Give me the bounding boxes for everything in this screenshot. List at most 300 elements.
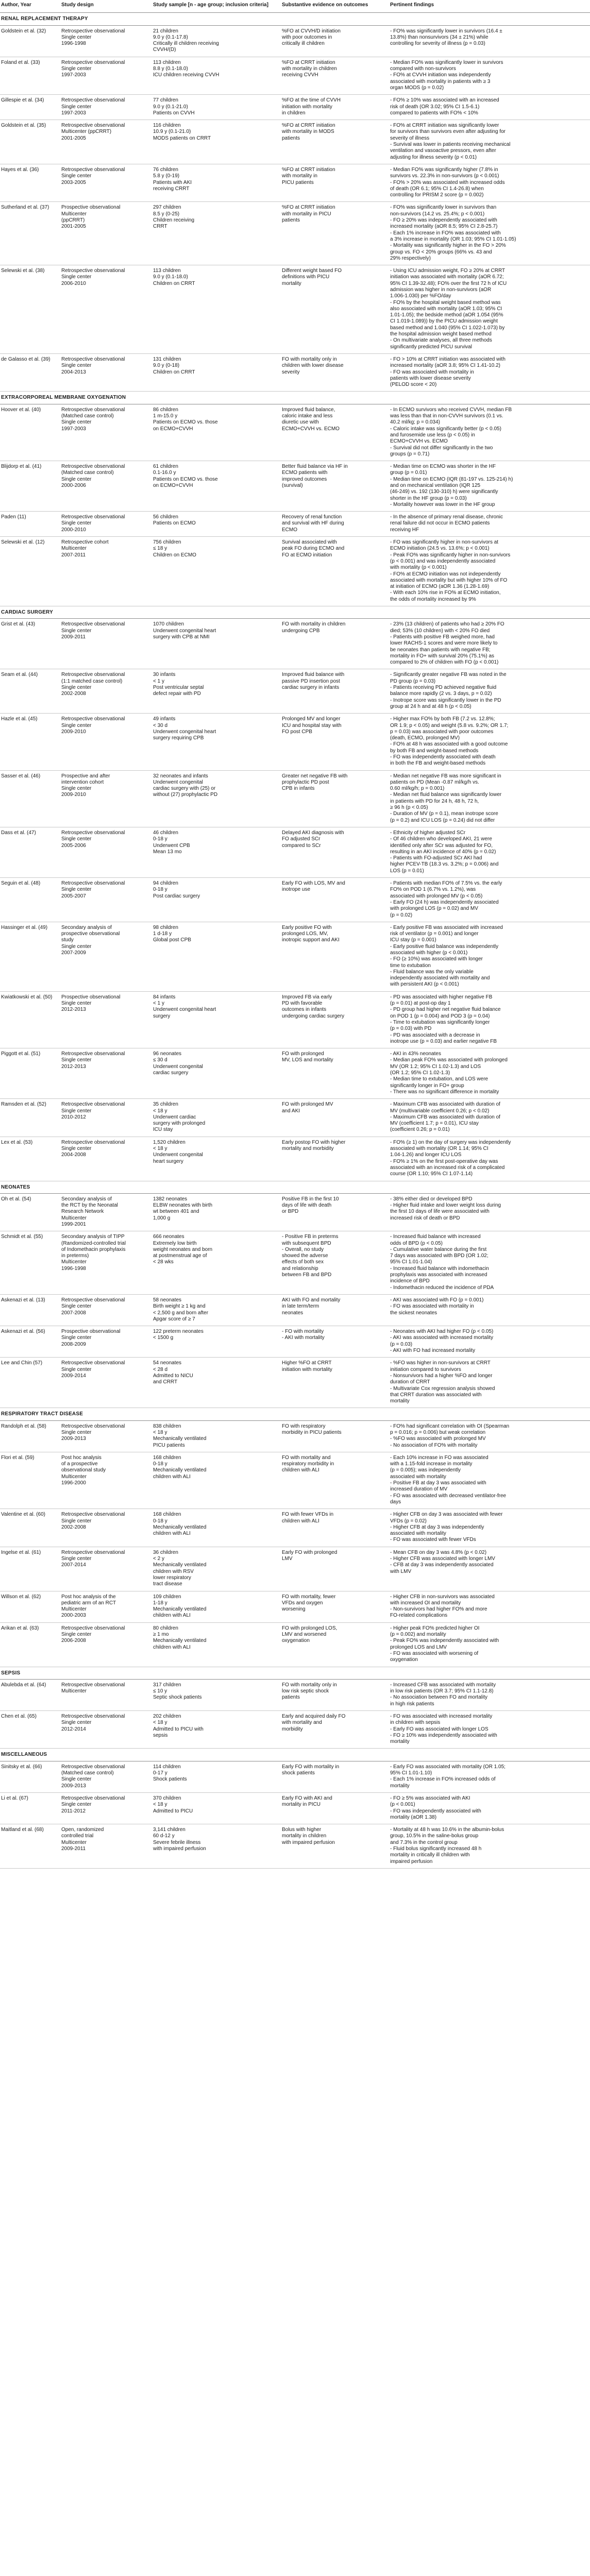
evidence-line: shock patients <box>282 1770 315 1776</box>
sample-line: ≥ 1 mo <box>153 1632 169 1638</box>
table-row <box>0 1137 590 1181</box>
sample-line: Septic shock patients <box>153 1694 202 1701</box>
design-line: Single center <box>61 1720 92 1726</box>
design-cell <box>60 353 152 391</box>
findings-line: initiation compared to survivors <box>390 1366 461 1372</box>
design-line: 2012-2013 <box>61 1063 86 1070</box>
findings-line: lower RACHS-1 scores and were more likely to <box>390 640 498 647</box>
findings-line: - FO was independently associated with death <box>390 754 496 760</box>
table-row <box>0 1294 590 1326</box>
findings-line: - AKI was associated with increased mortality <box>390 1335 494 1341</box>
design-line: 2009-2011 <box>61 634 86 640</box>
sample-line: 0-18 y <box>153 1461 167 1467</box>
author-line: de Galasso et al. (39) <box>1 356 50 362</box>
findings-line: (p = 0.03) with PD <box>390 1026 432 1032</box>
evidence-line: Higher %FO at CRRT <box>282 1360 332 1366</box>
sample-cell <box>152 1048 281 1099</box>
findings-line: (OR 1.2; 95% CI 1.02-1.3) <box>390 1070 450 1076</box>
findings-line: - There was no significant difference in mortality <box>390 1089 499 1095</box>
findings-line: ≥ 96 h (p < 0.05) <box>390 805 428 811</box>
findings-cell <box>389 1420 590 1452</box>
author-line: Flori et al. (59) <box>1 1454 35 1461</box>
design-line: Retrospective observational <box>61 1682 125 1688</box>
table-row <box>0 120 590 164</box>
sample-line: 21 children <box>153 28 178 34</box>
sample-line: 370 children <box>153 1795 181 1801</box>
design-cell <box>60 1710 152 1748</box>
evidence-cell <box>281 120 389 164</box>
findings-line: - Time to extubation was significantly longer <box>390 1019 490 1025</box>
author-cell <box>0 1099 60 1137</box>
evidence-cell <box>281 1099 389 1137</box>
findings-cell <box>389 1622 590 1667</box>
sample-line: < 2 y <box>153 1556 164 1562</box>
sample-line: < 28 wks <box>153 1259 174 1265</box>
findings-line: significantly predicted PICU survival <box>390 344 472 350</box>
table-row <box>0 770 590 827</box>
findings-line: for survivors than survivors even after adjusting for <box>390 129 505 135</box>
design-line: Single center <box>61 1146 92 1152</box>
design-line: Retrospective observational <box>61 1360 125 1366</box>
section-title: EXTRACORPOREAL MEMBRANE OXYGENATION <box>0 392 590 404</box>
findings-line: - In the absence of primary renal disease, chronic <box>390 514 503 520</box>
findings-cell <box>389 1591 590 1622</box>
sample-line: Underwent congenital heart <box>153 728 216 735</box>
author-line: Lee and Chin (57) <box>1 1360 43 1366</box>
sample-line: receiving CRRT <box>153 185 190 192</box>
findings-cell <box>389 1509 590 1547</box>
evidence-line: Bolus with higher <box>282 1827 322 1833</box>
author-cell <box>0 1048 60 1099</box>
design-line: 1997-2003 <box>61 72 86 78</box>
findings-line: 95% CI 1.01-1.10) <box>390 1770 432 1776</box>
findings-line: - FO (≥ 10%) was associated with longer <box>390 956 483 962</box>
design-line: Retrospective observational <box>61 1051 125 1057</box>
sample-line: 9.0 y (0-18) <box>153 363 180 369</box>
findings-line: - Nonsurvivors had a higher %FO and longer <box>390 1372 493 1379</box>
sample-line: 5.8 y (0-19) <box>153 173 180 179</box>
author-line: Hoover et al. (40) <box>1 406 41 413</box>
sample-line: Extremely low birth <box>153 1240 197 1246</box>
evidence-cell <box>281 1294 389 1326</box>
evidence-line: caloric intake and less <box>282 413 333 419</box>
author-line: Kwiatkowski et al. (50) <box>1 994 53 1000</box>
author-line: Chen et al. (65) <box>1 1713 37 1719</box>
design-line: Open, randomized <box>61 1827 104 1833</box>
findings-line: - FO% at ECMO initiation was not independently <box>390 571 501 577</box>
author-line: Sutherland et al. (37) <box>1 205 49 211</box>
findings-line: 95% CI 1.39-32.48); FO% over the first 72 h of ICU <box>390 280 507 286</box>
sample-line: < 18 y <box>153 1430 167 1435</box>
sample-line: 666 neonates <box>153 1234 184 1240</box>
evidence-line: FO with respiratory <box>282 1423 326 1429</box>
sample-line: Mechanically ventilated <box>153 1606 207 1613</box>
evidence-line: outcomes in infants <box>282 1007 327 1013</box>
findings-line: mortality in FO+ with survival 20% (75.1%) as <box>390 653 495 659</box>
evidence-line: compared to SCr <box>282 842 321 849</box>
author-cell <box>0 353 60 391</box>
design-line: Single center <box>61 1108 92 1114</box>
findings-line: at initiation of ECMO (aOR 1.36 (1.28-1.69) <box>390 584 490 590</box>
sample-cell <box>152 1326 281 1358</box>
design-line: observational study <box>61 1467 106 1473</box>
design-line: 1997-2003 <box>61 426 86 432</box>
findings-line: balance more rapidly (2 vs. 3 days, p = 0.02) <box>390 691 492 697</box>
sample-line: Underwent congenital heart <box>153 1007 216 1013</box>
findings-line: in children with sepsis <box>390 1720 441 1726</box>
findings-line: - Increased fluid balance with indomethacin <box>390 1265 489 1272</box>
findings-line: - FO% was significantly lower in survivors (16.4 ± <box>390 28 502 34</box>
findings-line: and 7.3% in the control group <box>390 1839 458 1845</box>
findings-line: - Mortality was significantly higher in the FO > 20% <box>390 243 506 249</box>
design-line: Single center <box>61 1366 92 1372</box>
evidence-line: AKI with FO and mortality <box>282 1297 341 1303</box>
findings-line: - Duration of MV (p = 0.1), mean inotrope score <box>390 811 498 817</box>
findings-line: 40.2 ml/kg; p = 0.034) <box>390 419 441 426</box>
design-cell <box>60 1137 152 1181</box>
findings-line: mortality <box>390 1739 410 1745</box>
design-line: Single center <box>61 104 92 110</box>
findings-line: - Higher CFB on day 3 was associated with fewer <box>390 1512 503 1518</box>
design-line: 2000-2003 <box>61 1613 86 1619</box>
findings-line: severity of illness <box>390 135 430 141</box>
evidence-line: with mortality and <box>282 1720 322 1726</box>
author-cell <box>0 1622 60 1667</box>
design-line: Single center <box>61 419 92 426</box>
findings-line: course (OR 1.10; 95% CI 1.07-1.14) <box>390 1171 473 1177</box>
sample-line: 30 infants <box>153 672 176 678</box>
design-cell <box>60 57 152 94</box>
design-line: Single center <box>61 836 92 842</box>
findings-line: - 38% either died or developed BPD <box>390 1196 473 1202</box>
design-line: Single center <box>61 274 92 280</box>
findings-cell <box>389 1710 590 1748</box>
evidence-cell <box>281 1761 389 1792</box>
sample-line: 77 children <box>153 97 178 104</box>
evidence-cell <box>281 202 389 265</box>
findings-line: OR 1.9; p < 0.05) and weight (5.8 vs. 9.2%; OR 1.7; <box>390 722 509 728</box>
design-line: 2004-2013 <box>61 369 86 375</box>
findings-line: - FO was associated with mortality in <box>390 369 474 375</box>
evidence-line: Early FO with LOS, MV and <box>282 880 345 887</box>
evidence-line: Prolonged MV and longer <box>282 716 341 722</box>
author-cell <box>0 537 60 606</box>
design-line: Post hoc analysis of the <box>61 1594 116 1600</box>
sample-line: Admitted to PICU <box>153 1808 193 1814</box>
author-cell <box>0 827 60 877</box>
findings-line: - Patients with median FO% of 7.5% vs. the early <box>390 880 502 887</box>
design-line: 2009-2010 <box>61 792 86 798</box>
findings-cell <box>389 619 590 669</box>
design-line: Secondary analysis of TIPP <box>61 1234 125 1240</box>
evidence-cell <box>281 1137 389 1181</box>
author-line: Goldstein et al. (35) <box>1 123 46 129</box>
findings-line: group, 10.5% in the saline-bolus group <box>390 1833 479 1839</box>
table-row <box>0 57 590 94</box>
evidence-cell <box>281 164 389 201</box>
findings-line: associated with mortality <box>390 1473 446 1480</box>
design-line: Multicenter <box>61 1606 87 1613</box>
findings-line: - Higher max FO% by both FB (7.2 vs. 12.8%; <box>390 716 495 722</box>
evidence-line: Early postop FO with higher <box>282 1139 346 1145</box>
evidence-line: morbidity in PICU patients <box>282 1430 342 1435</box>
findings-line: - Median time on ECMO was shorter in the HF <box>390 464 496 470</box>
findings-line: - Survival was lower in patients receiving mechanical <box>390 142 511 148</box>
evidence-cell <box>281 878 389 922</box>
table-row <box>0 1547 590 1591</box>
sample-cell <box>152 669 281 714</box>
findings-line: (p < 0.001) <box>390 1802 415 1808</box>
author-cell <box>0 669 60 714</box>
section-title: MISCELLANEOUS <box>0 1749 590 1761</box>
findings-line: group (p = 0.01) <box>390 470 427 476</box>
sample-line: children with ALI <box>153 1613 191 1619</box>
findings-line: - FO% ≥ 10% was associated with an increased <box>390 97 499 104</box>
findings-line: ECMO initiation (24.5 vs. 13.6%; p < 0.001) <box>390 546 490 552</box>
findings-line: survivors vs. 22.3% in non-survivors (p < 0.001) <box>390 173 499 179</box>
evidence-cell <box>281 922 389 991</box>
evidence-cell <box>281 404 389 461</box>
evidence-line: (survival) <box>282 483 303 488</box>
table-row <box>0 1231 590 1295</box>
sample-line: 168 children <box>153 1454 181 1461</box>
findings-line: - Early FO (24 h) was independently associated <box>390 899 499 905</box>
findings-line: compared to 2% of children with FO (p < 0.001) <box>390 659 499 666</box>
design-line: 2007-2008 <box>61 1310 86 1316</box>
sample-line: Admitted to PICU with <box>153 1726 204 1732</box>
author-line: Hayes et al. (36) <box>1 166 39 173</box>
findings-line: time to extubation <box>390 962 431 969</box>
evidence-line: %FO at CRRT initiation <box>282 166 335 173</box>
sample-line: < 18 y <box>153 1146 167 1152</box>
design-line: Prospective observational <box>61 1329 121 1335</box>
sample-line: defect repair with PD <box>153 691 201 697</box>
evidence-line: initiation with mortality <box>282 104 332 110</box>
design-line: Multicenter <box>61 546 87 552</box>
design-line: Retrospective observational <box>61 1423 125 1429</box>
sample-line: 80 children <box>153 1625 178 1631</box>
author-line: Gillespie et al. (34) <box>1 97 44 104</box>
sample-line: < 18 y <box>153 1108 167 1114</box>
author-cell <box>0 991 60 1048</box>
findings-line: in high risk patients <box>390 1701 434 1707</box>
findings-line: - Higher peak FO% predicted higher OI <box>390 1625 480 1631</box>
design-line: Retrospective observational <box>61 880 125 887</box>
design-cell <box>60 1231 152 1295</box>
evidence-line: undergoing CPB <box>282 628 320 634</box>
findings-line: PD group (p = 0.03) <box>390 678 436 684</box>
sample-line: 109 children <box>153 1594 181 1600</box>
sample-line: Mean 13 mo <box>153 849 182 855</box>
section-header-row <box>0 13 590 25</box>
design-line: Single center <box>61 1057 92 1063</box>
findings-line: controlling for severity of illness (p = 0.03) <box>390 41 485 47</box>
design-line: of a prospective <box>61 1461 98 1467</box>
author-cell <box>0 1679 60 1710</box>
author-cell <box>0 25 60 57</box>
findings-line: - Multivariate Cox regression analysis showed <box>390 1385 495 1392</box>
sample-line: 756 children <box>153 539 181 546</box>
design-cell <box>60 1792 152 1824</box>
sample-line: < 1500 g <box>153 1335 174 1341</box>
header-author: Author, Year <box>0 0 60 13</box>
findings-line: - AKI was associated with FO (p = 0.001) <box>390 1297 484 1303</box>
findings-cell <box>389 537 590 606</box>
sample-cell <box>152 1452 281 1509</box>
findings-line: - Patients with positive FB weighed more, had <box>390 634 495 640</box>
design-line: 2009-2014 <box>61 1372 86 1379</box>
findings-line: (p = 0.005); was independently <box>390 1467 461 1473</box>
evidence-line: prophylactic PD post <box>282 779 329 785</box>
design-line: Single center <box>61 476 92 482</box>
sample-line: 131 children <box>153 356 181 362</box>
evidence-line: ICU and hospital stay with <box>282 722 342 728</box>
sample-cell <box>152 827 281 877</box>
findings-line: - FO% at 48 h was associated with a good outcome <box>390 741 508 748</box>
evidence-cell <box>281 827 389 877</box>
sample-cell <box>152 991 281 1048</box>
sample-line: CVVH/(D) <box>153 47 176 53</box>
findings-line: 7 days was associated with BPD (OR 1.02; <box>390 1253 488 1259</box>
evidence-line: initiation with mortality <box>282 1366 332 1372</box>
sample-line: surgery <box>153 1013 171 1019</box>
sample-cell <box>152 1099 281 1137</box>
findings-line: increased mortality (aOR 3.8; 95% CI 1.41-10.2) <box>390 363 500 369</box>
sample-line: Patients with AKI <box>153 179 192 185</box>
sample-line: 838 children <box>153 1423 181 1429</box>
sample-line: ELBW neonates with birth <box>153 1202 213 1209</box>
author-line: Hassinger et al. (49) <box>1 924 48 930</box>
findings-line: prophylaxis was associated with increased <box>390 1272 487 1278</box>
evidence-cell <box>281 1591 389 1622</box>
design-line: controlled trial <box>61 1833 94 1839</box>
evidence-line: Delayed AKI diagnosis with <box>282 829 344 836</box>
table-row <box>0 25 590 57</box>
findings-line: (PELOD score < 20) <box>390 382 437 388</box>
findings-line: - FO% at CRRT initiation was significantly lower <box>390 123 499 129</box>
evidence-line: FO with prolonged MV <box>282 1101 333 1108</box>
author-line: Valentine et al. (60) <box>1 1512 45 1518</box>
sample-cell <box>152 57 281 94</box>
evidence-line: prolonged LOS, MV, <box>282 931 328 937</box>
sample-line: PICU patients <box>153 1442 185 1448</box>
sample-cell <box>152 1679 281 1710</box>
sample-line: 113 children <box>153 268 181 274</box>
table-row <box>0 202 590 265</box>
author-line: Lex et al. (53) <box>1 1139 33 1145</box>
findings-line: 1.04-1.26) and longer ICU LOS <box>390 1152 462 1158</box>
design-line: 1996-2000 <box>61 1480 86 1486</box>
table-body <box>0 13 590 1869</box>
sample-line: 32 neonates and infants <box>153 773 208 779</box>
design-cell <box>60 1679 152 1710</box>
findings-line: - Higher CFB at day 3 was independently <box>390 1524 484 1530</box>
sample-line: CRRT <box>153 224 167 230</box>
evidence-line: with subsequent BPD <box>282 1240 331 1246</box>
evidence-line: Early positive FO with <box>282 924 332 930</box>
findings-line: increased risk of death or BPD <box>390 1215 460 1221</box>
evidence-cell <box>281 669 389 714</box>
findings-line: - Patients receiving PD achieved negative fluid <box>390 685 497 691</box>
sample-line: < 1 y <box>153 678 164 684</box>
evidence-line: PD with favorable <box>282 1001 323 1007</box>
sample-cell <box>152 265 281 354</box>
findings-line: compared to patients with FO% < 10% <box>390 110 478 116</box>
findings-line: - Fluid bolus significantly increased 48 h <box>390 1846 482 1852</box>
author-line: Schmidt et al. (55) <box>1 1234 43 1240</box>
evidence-line: FO with mortality in children <box>282 621 346 628</box>
sample-line: Severe febrile illness <box>153 1839 201 1845</box>
evidence-line: Early FO with AKI and <box>282 1795 332 1801</box>
findings-line: that CRRT duration was associated with <box>390 1392 482 1398</box>
design-line: Single center <box>61 786 92 792</box>
evidence-cell <box>281 1193 389 1231</box>
findings-line: - FO% ≥ 1% on the first post-operative day was <box>390 1158 498 1164</box>
evidence-line: FO at ECMO initiation <box>282 552 332 558</box>
evidence-line: or BPD <box>282 1209 299 1215</box>
sample-cell <box>152 922 281 991</box>
author-cell <box>0 1792 60 1824</box>
evidence-line: days of life with death <box>282 1202 332 1209</box>
sample-line: Mechanically ventilated <box>153 1562 207 1568</box>
evidence-line: worsening <box>282 1606 306 1613</box>
sample-line: 60 d-12 y <box>153 1833 175 1839</box>
design-line: Retrospective observational <box>61 716 125 722</box>
findings-line: increased mortality (aOR 8.5; 95% CI 2.8-25.7) <box>390 224 498 230</box>
findings-line: - AKI in 43% neonates <box>390 1051 441 1057</box>
sample-line: Patients on ECMO vs. those <box>153 476 218 482</box>
design-cell <box>60 827 152 877</box>
findings-line: the hospital admission weight based method <box>390 331 492 337</box>
sample-line: 116 children <box>153 123 181 129</box>
findings-line: incidence of BPD <box>390 1278 430 1284</box>
findings-line: - FO ≥ 20% was independently associated with <box>390 217 497 224</box>
design-line: (ppCRRT) <box>61 217 85 224</box>
findings-line: - Survival did not differ significantly in the two <box>390 445 493 451</box>
design-line: 2001-2005 <box>61 135 86 141</box>
sample-cell <box>152 1547 281 1591</box>
sample-line: Mechanically ventilated <box>153 1467 207 1473</box>
design-line: 1996-1998 <box>61 1265 86 1272</box>
table-row <box>0 1710 590 1748</box>
findings-cell <box>389 922 590 991</box>
evidence-cell <box>281 95 389 120</box>
findings-line: 1.006-1.030) per %FO/day <box>390 293 451 299</box>
findings-line: group vs. FO < 20% groups (66% vs. 43 and <box>390 249 492 255</box>
design-line: Single center <box>61 66 92 72</box>
design-cell <box>60 1193 152 1231</box>
evidence-line: mortality in children <box>282 1833 327 1839</box>
findings-line: (p = 0.002) and mortality <box>390 1632 446 1638</box>
design-cell <box>60 878 152 922</box>
evidence-line: receiving CVVH <box>282 72 318 78</box>
author-line: Blijdorp et al. (41) <box>1 464 42 470</box>
table-row <box>0 1193 590 1231</box>
sample-line: weight neonates and born <box>153 1246 213 1252</box>
evidence-line: and survival with HF during <box>282 520 344 527</box>
sample-cell <box>152 1824 281 1869</box>
sample-line: 1382 neonates <box>153 1196 188 1202</box>
evidence-line: %FO at CRRT initiation <box>282 123 335 129</box>
evidence-line: - FO with mortality <box>282 1329 324 1335</box>
design-line: 1996-1998 <box>61 41 86 47</box>
design-line: (Matched case control) <box>61 470 114 476</box>
sample-line: surgery requiring CPB <box>153 735 204 741</box>
findings-line: based method and 1.040 (95% CI 1.022-1.073) by <box>390 325 505 331</box>
evidence-line: between FB and BPD <box>282 1272 332 1278</box>
sample-line: < 28 d <box>153 1366 168 1372</box>
design-line: 2006-2010 <box>61 280 86 286</box>
